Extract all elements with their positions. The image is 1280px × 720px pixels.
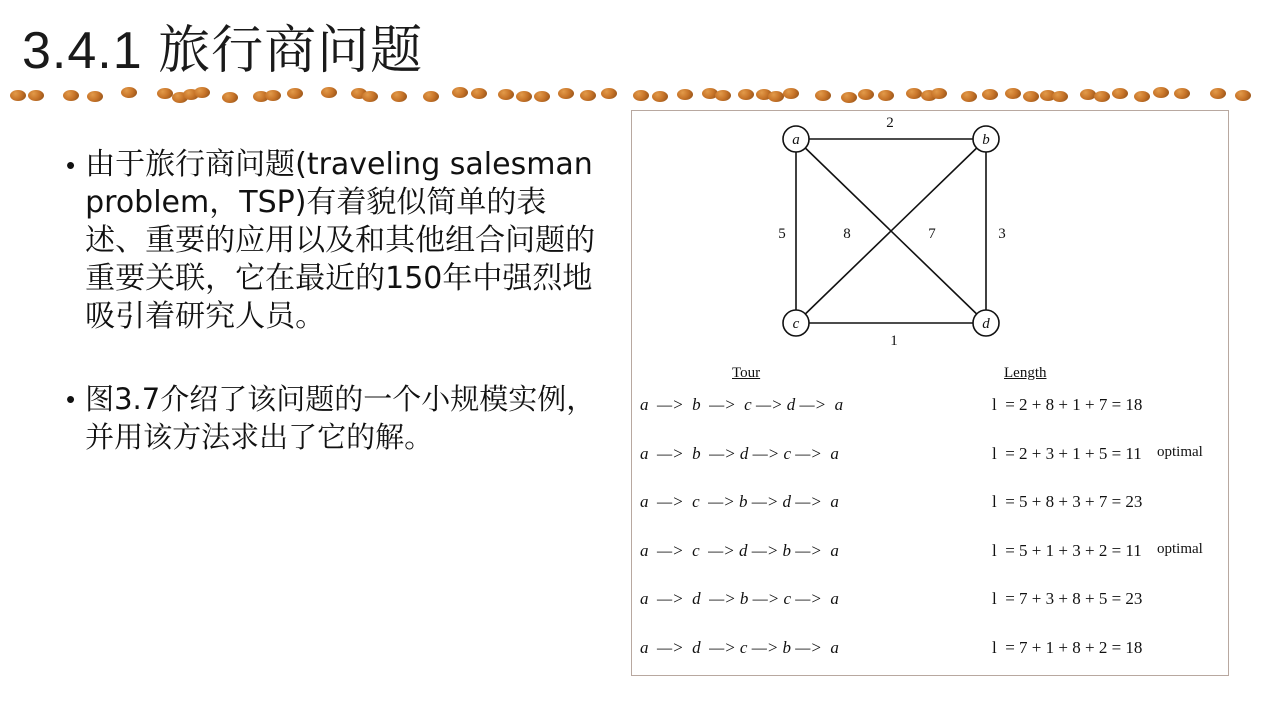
figure-panel — [631, 110, 1229, 676]
bullet-text: 图3.7介绍了该问题的一个小规模实例，并用该方法求出了它的解。 — [85, 382, 596, 454]
graph-node-label-d: d — [982, 316, 990, 332]
divider-bead-icon — [815, 90, 831, 101]
tour-path: a —> b —> d —> c —> a — [640, 443, 839, 463]
divider-bead-icon — [222, 92, 238, 103]
divider-bead-icon — [157, 88, 173, 99]
divider-bead-icon — [738, 89, 754, 100]
table-row — [632, 444, 1230, 493]
divider-bead-icon — [1052, 91, 1068, 102]
divider-bead-icon — [580, 90, 596, 101]
divider-bead-icon — [391, 91, 407, 102]
edge-weight-a-d: 7 — [928, 226, 936, 242]
divider-bead-icon — [28, 90, 44, 101]
divider-bead-icon — [265, 90, 281, 101]
divider-bead-icon — [1094, 91, 1110, 102]
divider-bead-icon — [534, 91, 550, 102]
tour-note: optimal — [1157, 443, 1203, 460]
edge-weight-a-b: 2 — [886, 115, 894, 131]
divider-bead-icon — [982, 89, 998, 100]
divider-bead-icon — [1235, 90, 1251, 101]
tour-length: l = 2 + 3 + 1 + 5 = 11 — [992, 443, 1142, 463]
edge-weight-b-d: 3 — [998, 226, 1006, 242]
divider-bead-icon — [768, 91, 784, 102]
divider-bead-icon — [423, 91, 439, 102]
divider-bead-icon — [677, 89, 693, 100]
divider-bead-icon — [841, 92, 857, 103]
tsp-graph-diagram — [632, 111, 1230, 361]
tour-length: l = 5 + 1 + 3 + 2 = 11 — [992, 540, 1142, 560]
list-item — [66, 380, 596, 456]
column-header-tour: Tour — [732, 365, 761, 381]
edge-weight-c-d: 1 — [890, 333, 898, 349]
graph-node-label-b: b — [982, 132, 990, 148]
divider-bead-icon — [961, 91, 977, 102]
divider-bead-icon — [1174, 88, 1190, 99]
table-row — [632, 492, 1230, 541]
divider-bead-icon — [498, 89, 514, 100]
bullet-list — [66, 146, 596, 500]
tour-length: l = 7 + 1 + 8 + 2 = 18 — [992, 637, 1143, 657]
bullet-point-icon: • — [66, 384, 76, 414]
divider-bead-icon — [858, 89, 874, 100]
edge-weight-b-c: 8 — [843, 226, 851, 242]
tour-path: a —> d —> c —> b —> a — [640, 637, 839, 657]
divider-bead-icon — [906, 88, 922, 99]
divider-bead-icon — [87, 91, 103, 102]
tour-table — [632, 351, 1230, 686]
divider-bead-icon — [1153, 87, 1169, 98]
table-row — [632, 638, 1230, 687]
decorative-bead-divider — [10, 86, 1272, 106]
table-row — [632, 395, 1230, 444]
table-row — [632, 541, 1230, 590]
tour-path: a —> c —> b —> d —> a — [640, 492, 839, 511]
graph-node-label-c: c — [792, 316, 800, 332]
divider-bead-icon — [558, 88, 574, 99]
divider-bead-icon — [516, 91, 532, 102]
divider-bead-icon — [63, 90, 79, 101]
divider-bead-icon — [652, 91, 668, 102]
tour-length: l = 2 + 8 + 1 + 7 = 18 — [992, 395, 1143, 414]
divider-bead-icon — [362, 91, 378, 102]
column-header-length: Length — [1004, 365, 1047, 381]
divider-bead-icon — [633, 90, 649, 101]
divider-bead-icon — [452, 87, 468, 98]
bullet-text: 由于旅行商问题(traveling salesman problem，TSP)有着貌似简单的表述、重要的应用以及和其他组合问题的重要关联，它在最近的150年中强烈地吸引着研究人员。 — [85, 147, 596, 334]
divider-bead-icon — [1023, 91, 1039, 102]
divider-bead-icon — [194, 87, 210, 98]
divider-bead-icon — [931, 88, 947, 99]
tour-length: l = 5 + 8 + 3 + 7 = 23 — [992, 492, 1143, 511]
divider-bead-icon — [10, 90, 26, 101]
edge-weight-a-c: 5 — [778, 226, 786, 242]
divider-bead-icon — [471, 88, 487, 99]
tour-note: optimal — [1157, 540, 1203, 557]
divider-bead-icon — [1112, 88, 1128, 99]
divider-bead-icon — [287, 88, 303, 99]
divider-bead-icon — [601, 88, 617, 99]
list-item — [66, 146, 596, 336]
bullet-point-icon: • — [66, 150, 76, 180]
tour-path: a —> d —> b —> c —> a — [640, 589, 839, 608]
divider-bead-icon — [1134, 91, 1150, 102]
divider-bead-icon — [715, 90, 731, 101]
divider-bead-icon — [321, 87, 337, 98]
tour-length: l = 7 + 3 + 8 + 5 = 23 — [992, 589, 1143, 608]
divider-bead-icon — [121, 87, 137, 98]
table-row — [632, 589, 1230, 638]
divider-bead-icon — [1210, 88, 1226, 99]
divider-bead-icon — [783, 88, 799, 99]
tour-path: a —> b —> c —> d —> a — [640, 395, 844, 414]
divider-bead-icon — [1005, 88, 1021, 99]
tour-path: a —> c —> d —> b —> a — [640, 540, 839, 560]
divider-bead-icon — [878, 90, 894, 101]
page-title: 3.4.1 旅行商问题 — [22, 22, 424, 80]
graph-node-label-a: a — [792, 132, 800, 148]
